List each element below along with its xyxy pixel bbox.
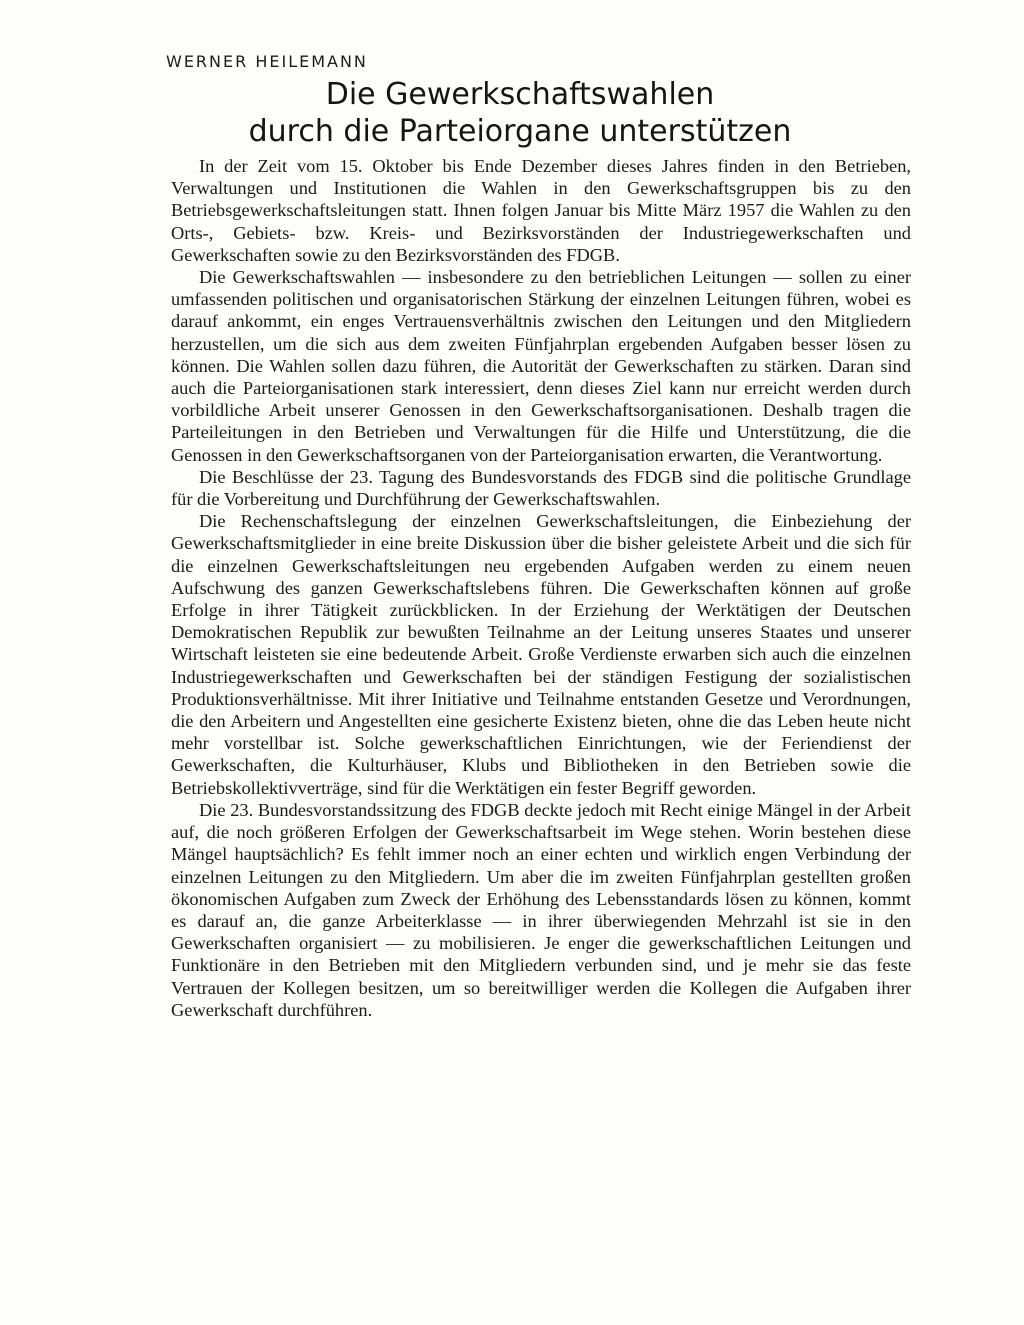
paragraph-4: Die Rechenschaftslegung der einzelnen Gewerkschaftsleitungen, die Einbeziehung der Gewerkschaftsmitglieder in eine breite Diskussion über die bisher geleistete Arbeit und die sich für die einzelnen Gewerkschaftsleitungen neu ergebenden Aufgaben werden zu einem neuen Aufschwung des ganzen Gewerkschaftslebens führen. Die Gewerkschaften können auf große Erfolge in ihrer Tätigkeit zurückblicken. In der Erziehung der Werktätigen der Deutschen Demokratischen Republik zur bewußten Teilnahme an der Leitung unseres Staates und unserer Wirtschaft leisteten sie eine bedeutende Arbeit. Große Verdienste erwarben sich auch die einzelnen Industriegewerkschaften und Gewerkschaften bei der ständigen Festigung der sozialistischen Produktionsverhältnisse. Mit ihrer Initiative und Teilnahme entstanden Gesetze und Verordnungen, die den Arbeitern und Angestellten eine gesicherte Existenz bieten, ohne die das Leben heute nicht mehr vorstellbar ist. Solche gewerkschaftlichen Einrichtungen, wie der Feriendienst der Gewerkschaften, die Kulturhäuser, Klubs und Bibliotheken in den Betrieben sowie die Betriebskollektivverträge, sind für die Werktätigen ein fester Begriff geworden. xyxy=(171,511,911,798)
article-body xyxy=(171,155,911,1021)
paragraph-5: Die 23. Bundesvorstandssitzung des FDGB deckte jedoch mit Recht einige Mängel in der Arbeit auf, die noch größeren Erfolgen der Gewerkschaftsarbeit im Wege stehen. Worin bestehen diese Mängel hauptsächlich? Es fehlt immer noch an einer echten und wirklich engen Verbindung der einzelnen Leitungen zu den Mitgliedern. Um aber die im zweiten Fünfjahrplan gestellten großen ökonomischen Aufgaben zum Zweck der Erhöhung des Lebensstandards lösen zu können, kommt es darauf an, die ganze Arbeiterklasse — in ihrer überwiegenden Mehrzahl ist sie in den Gewerkschaften organisiert — zu mobilisieren. Je enger die gewerkschaftlichen Leitungen und Funktionäre in den Betrieben mit den Mitgliedern verbunden sind, und je mehr sie das feste Vertrauen der Kollegen besitzen, um so bereitwilliger werden die Kollegen die Aufgaben ihrer Gewerkschaft durchführen. xyxy=(171,799,911,1020)
paragraph-3: Die Beschlüsse der 23. Tagung des Bundesvorstands des FDGB sind die politische Grundlage für die Vorbereitung und Durchführung der Gewerkschaftswahlen. xyxy=(171,466,911,510)
paragraph-2: Die Gewerkschaftswahlen — insbesondere zu den betrieblichen Leitungen — sollen zu einer umfassenden politischen und organisatorischen Stärkung der einzelnen Leitungen führen, wobei es darauf ankommt, ein enges Vertrauensverhältnis zwischen den Leitungen und den Mitgliedern herzustellen, um die sich aus dem zweiten Fünfjahrplan ergebenden Aufgaben besser lösen zu können. Die Wahlen sollen dazu führen, die Autorität der Gewerkschaften zu stärken. Daran sind auch die Parteiorganisationen stark interessiert, denn dieses Ziel kann nur erreicht werden durch vorbildliche Arbeit unserer Genossen in den Gewerkschaftsorganisationen. Deshalb tragen die Parteileitungen in den Betrieben und Verwaltungen für die Hilfe und Unterstützung, die die Genossen in den Gewerkschaftsorganen von der Parteiorganisation erwarten, die Verantwortung. xyxy=(171,267,911,465)
article-title xyxy=(230,76,810,150)
author-name: WERNER HEILEMANN xyxy=(166,52,368,71)
paragraph-1: In der Zeit vom 15. Oktober bis Ende Dezember dieses Jahres finden in den Betrieben, Verwaltungen und Institutionen die Wahlen in den Gewerkschaftsgruppen bis zu den Betriebsgewerkschaftsleitungen statt. Ihnen folgen Januar bis Mitte März 1957 die Wahlen zu den Orts-, Gebiets- bzw. Kreis- und Bezirksvorständen der Industriegewerkschaften und Gewerkschaften sowie zu den Bezirksvorständen des FDGB. xyxy=(171,156,911,265)
title-line-2: durch die Parteiorgane unterstützen xyxy=(248,114,792,149)
title-line-1: Die Gewerkschaftswahlen xyxy=(325,77,715,112)
